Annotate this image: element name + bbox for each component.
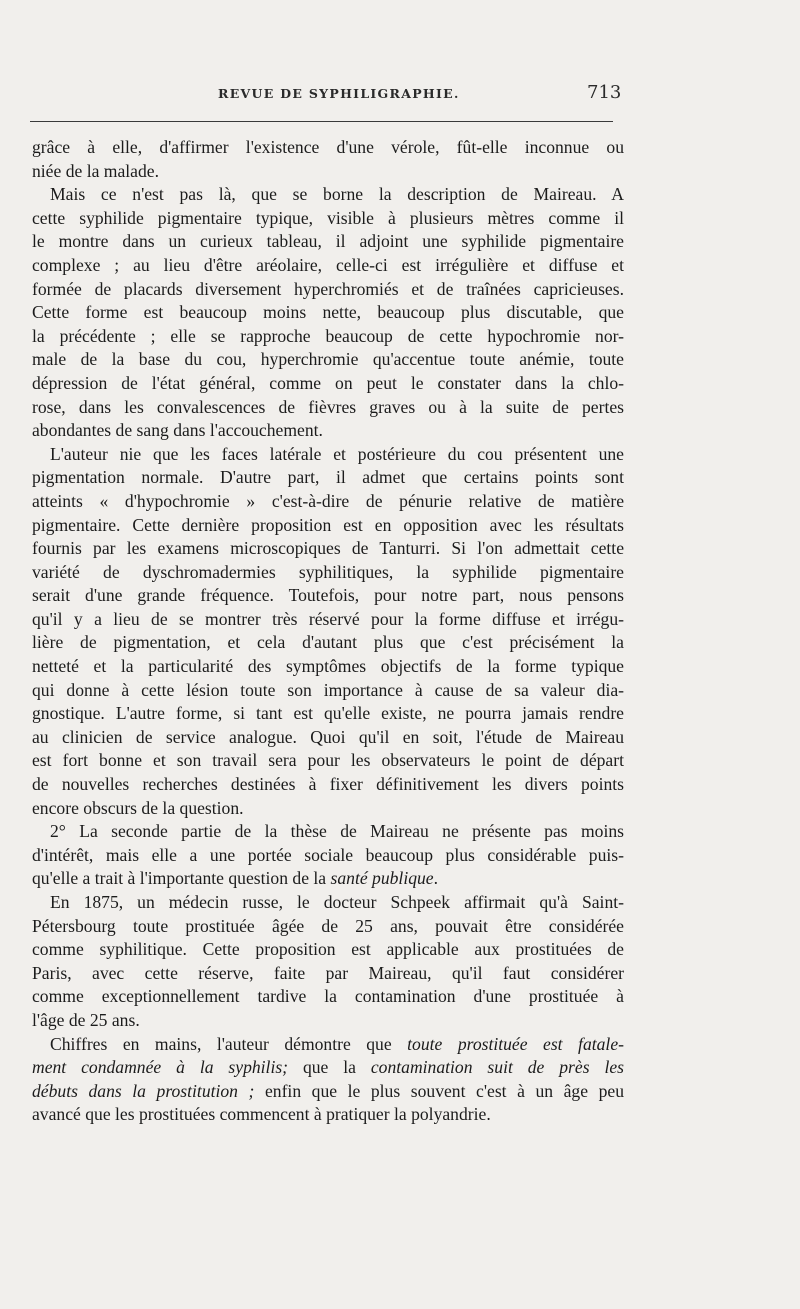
text-line: Mais ce n'est pas là, que se borne la description de Maireau. A <box>50 184 624 205</box>
text-line: l'âge de 25 ans. <box>32 1009 140 1030</box>
text-line: Paris, avec cette réserve, faite par Maireau, qu'il faut considérer <box>32 962 624 983</box>
text-line: qu'elle a trait à l'importante question de la santé publique. <box>32 868 439 889</box>
text-line: la précédente ; elle se rapproche beaucoup de cette hypochromie nor- <box>32 325 624 346</box>
text-line: au clinicien de service analogue. Quoi qu'il en soit, l'étude de Maireau <box>32 726 624 747</box>
text-line: le montre dans un curieux tableau, il adjoint une syphilide pigmentaire <box>32 231 624 252</box>
text-line: comme syphilitique. Cette proposition est applicable aux prostituées de <box>32 939 624 960</box>
text-line: lière de pigmentation, et cela d'autant plus que c'est précisément la <box>32 632 624 653</box>
article-body <box>32 136 624 1127</box>
text-line: atteints « d'hypochromie » c'est-à-dire de pénurie relative de matière <box>32 490 624 511</box>
text-line: Pétersbourg toute prostituée âgée de 25 ans, pouvait être considérée <box>32 915 624 936</box>
text-line: 2° La seconde partie de la thèse de Maireau ne présente pas moins <box>50 821 624 842</box>
text-line: pigmentaire. Cette dernière proposition est en opposition avec les résultats <box>32 514 624 535</box>
text-line: serait d'une grande fréquence. Toutefois, pour notre part, nous pensons <box>32 585 624 606</box>
text-line: gnostique. L'autre forme, si tant est qu'elle existe, ne pourra jamais rendre <box>32 703 624 724</box>
text-line: comme exceptionnellement tardive la contamination d'une prostituée à <box>32 986 624 1007</box>
text-line: Cette forme est beaucoup moins nette, beaucoup plus discutable, que <box>32 302 624 323</box>
running-head: REVUE DE SYPHILIGRAPHIE. <box>218 86 460 101</box>
text-line: d'intérêt, mais elle a une portée sociale beaucoup plus considérable puis- <box>32 844 624 865</box>
text-line: abondantes de sang dans l'accouchement. <box>32 420 323 441</box>
text-line: cette syphilide pigmentaire typique, visible à plusieurs mètres comme il <box>32 207 624 228</box>
text-line: de nouvelles recherches destinées à fixer définitivement les divers points <box>32 774 624 795</box>
text-line: grâce à elle, d'affirmer l'existence d'une vérole, fût-elle inconnue ou <box>32 137 624 157</box>
text-line: rose, dans les convalescences de fièvres graves ou à la suite de pertes <box>32 396 624 417</box>
text-line: dépression de l'état général, comme on peut le constater dans la chlo- <box>32 372 624 393</box>
header-rule <box>30 121 613 122</box>
text-line: male de la base du cou, hyperchromie qu'accentue toute anémie, toute <box>32 349 624 370</box>
text-line: formée de placards diversement hyperchromiés et de traînées capricieuses. <box>32 278 624 299</box>
text-line: pigmentation normale. D'autre part, il admet que certains points sont <box>32 467 624 488</box>
text-line: complexe ; au lieu d'être aréolaire, celle-ci est irrégulière et diffuse et <box>32 254 624 275</box>
text-line: L'auteur nie que les faces latérale et postérieure du cou présentent une <box>50 443 624 464</box>
text-line: Chiffres en mains, l'auteur démontre que toute prostituée est fatale- <box>50 1033 624 1054</box>
text-line: fournis par les examens microscopiques de Tanturri. Si l'on admettait cette <box>32 538 624 559</box>
text-line: En 1875, un médecin russe, le docteur Schpeek affirmait qu'à Saint- <box>50 892 624 912</box>
text-line: netteté et la particularité des symptômes objectifs de la forme typique <box>32 656 624 677</box>
text-line: qu'il y a lieu de se montrer très réservé pour la forme diffuse et irrégu- <box>32 608 624 629</box>
text-line: est fort bonne et son travail sera pour les observateurs le point de départ <box>32 750 624 771</box>
text-line: ment condamnée à la syphilis; que la contamination suit de près les <box>32 1057 625 1078</box>
text-line: débuts dans la prostitution ; enfin que le plus souvent c'est à un âge peu <box>32 1080 624 1101</box>
page-number: 713 <box>587 82 622 103</box>
text-line: encore obscurs de la question. <box>32 797 244 818</box>
text-line: niée de la malade. <box>32 160 159 181</box>
text-line: avancé que les prostituées commencent à pratiquer la polyandrie. <box>32 1104 491 1125</box>
text-line: qui donne à cette lésion toute son importance à cause de sa valeur dia- <box>32 679 624 700</box>
text-line: variété de dyschromadermies syphilitiques, la syphilide pigmentaire <box>32 561 624 582</box>
